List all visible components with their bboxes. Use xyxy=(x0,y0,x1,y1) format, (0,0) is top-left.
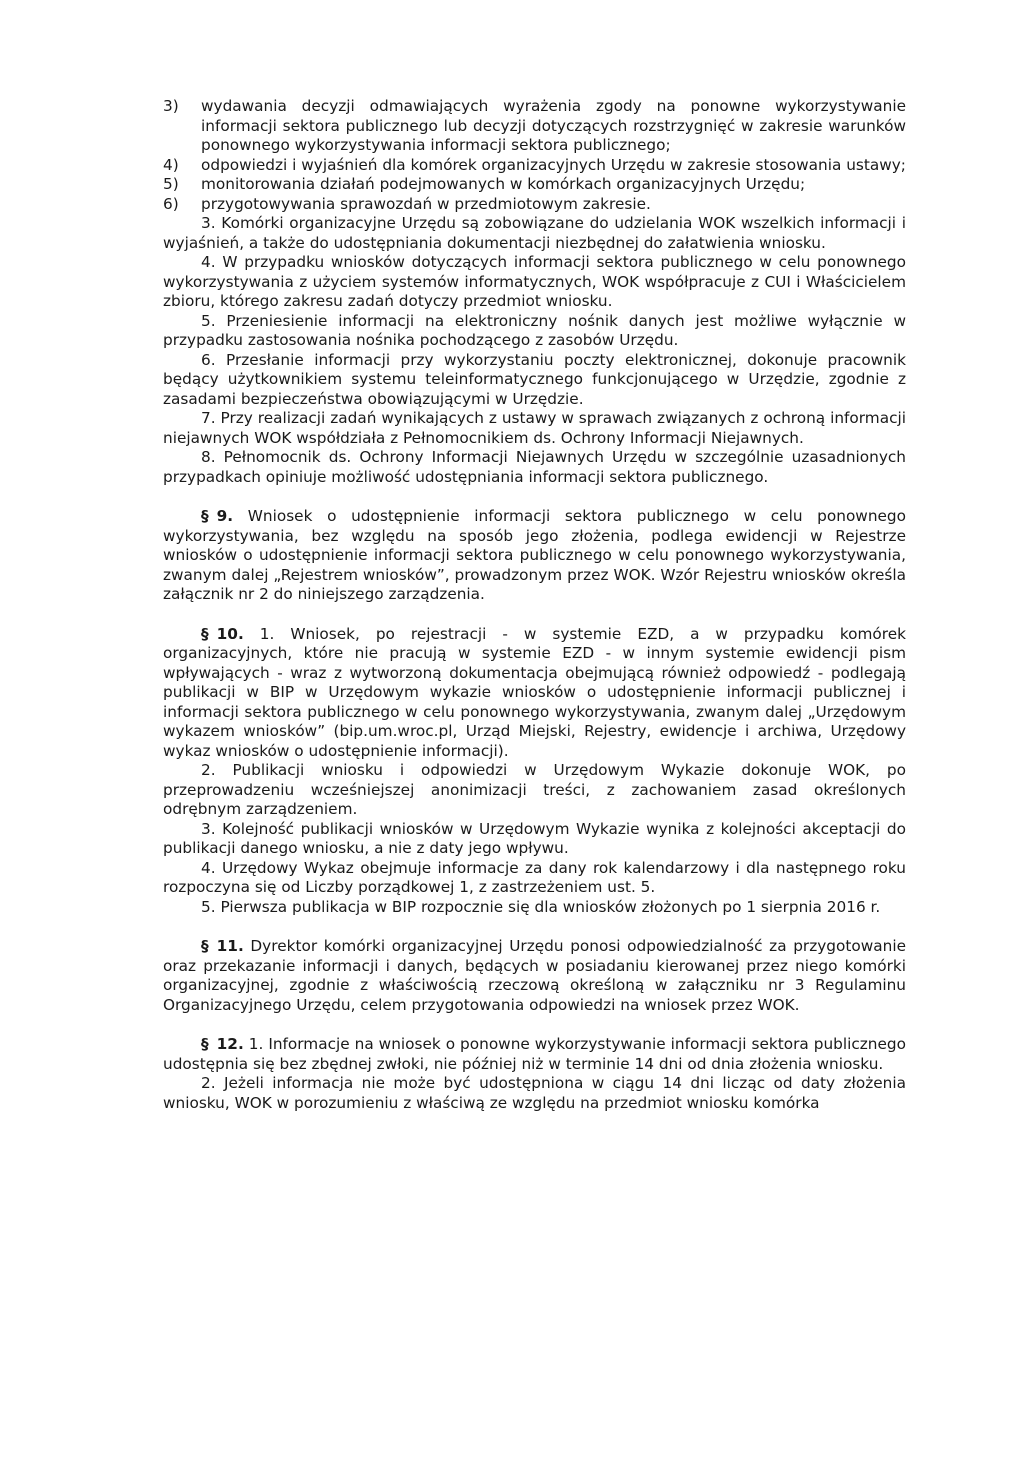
section-symbol: § xyxy=(201,937,209,955)
paragraph: 8. Pełnomocnik ds. Ochrony Informacji Niejawnych Urzędu w szczególnie uzasadnionych przypadkach opiniuje możliwość udostępniania informacji sektora publicznego. xyxy=(163,448,906,486)
section-12 xyxy=(163,1035,906,1074)
list-number: 3) xyxy=(163,97,179,115)
list-item xyxy=(163,156,906,176)
paragraph: 3. Komórki organizacyjne Urzędu są zobowiązane do udzielania WOK wszelkich informacji i wyjaśnień, a także do udostępniania dokumentacji niezbędnej do załatwienia wniosku. xyxy=(163,214,906,252)
section-10 xyxy=(163,625,906,762)
paragraph: 5. Przeniesienie informacji na elektroniczny nośnik danych jest możliwe wyłącznie w przypadku zastosowania nośnika pochodzącego z zasobów Urzędu. xyxy=(163,311,906,349)
section-gap xyxy=(163,917,906,937)
section-symbol: § xyxy=(201,1035,209,1053)
section-symbol: § xyxy=(201,507,209,525)
paragraph: 4. W przypadku wniosków dotyczących informacji sektora publicznego w celu ponownego wykorzystywania z użyciem systemów informatycznych, WOK współpracuje z CUI i Właścicielem zbioru, którego zakresu zadań dotyczy przedmiot wniosku. xyxy=(163,253,906,310)
list-number: 5) xyxy=(163,175,179,193)
paragraph: 3. Kolejność publikacji wniosków w Urzędowym Wykazie wynika z kolejności akceptacji do publikacji danego wniosku, a nie z daty jego wpływu. xyxy=(163,819,906,857)
section-gap xyxy=(163,1015,906,1035)
list-text: wydawania decyzji odmawiających wyrażenia zgody na ponowne wykorzystywanie informacji sektora publicznego lub decyzji dotyczących rozstrzygnięć w zakresie warunków ponownego wykorzystywania informacji sektora publicznego; xyxy=(201,97,906,154)
list-number: 4) xyxy=(163,155,179,174)
list-text: monitorowania działań podejmowanych w komórkach organizacyjnych Urzędu; xyxy=(201,175,806,193)
list-item xyxy=(163,97,906,156)
section-number: 11. xyxy=(216,937,244,955)
list-text: przygotowywania sprawozdań w przedmiotowym zakresie. xyxy=(201,194,651,213)
list-item xyxy=(163,175,906,195)
list-item xyxy=(163,195,906,215)
section-text: Dyrektor komórki organizacyjnej Urzędu ponosi odpowiedzialność za przygotowanie oraz przekazanie informacji i danych, będących w posiadaniu kierowanej przez niego komórki organizacyjnej, zgodnie z właściwością rzeczową określoną w załączniku nr 3 Regulaminu Organizacyjnego Urzędu, celem przygotowania odpowiedzi na wniosek przez WOK. xyxy=(163,937,906,1014)
paragraph: 2. Jeżeli informacja nie może być udostępniona w ciągu 14 dni licząc od daty złożenia wniosku, WOK w porozumieniu z właściwą ze względu na przedmiot wniosku komórka xyxy=(163,1074,906,1112)
list-text: odpowiedzi i wyjaśnień dla komórek organizacyjnych Urzędu w zakresie stosowania ustawy; xyxy=(201,155,906,174)
section-9 xyxy=(163,507,906,605)
paragraph: 6. Przesłanie informacji przy wykorzystaniu poczty elektronicznej, dokonuje pracownik będący użytkownikiem systemu teleinformatycznego funkcjonującego w Urzędzie, zgodnie z zasadami bezpieczeństwa obowiązującymi w Urzędzie. xyxy=(163,350,906,408)
paragraph: 2. Publikacji wniosku i odpowiedzi w Urzędowym Wykazie dokonuje WOK, po przeprowadzeniu wcześniejszej anonimizacji treści, z zachowaniem zasad określonych odrębnym zarządzeniem. xyxy=(163,761,906,818)
document-page xyxy=(163,97,906,1113)
section-11 xyxy=(163,937,906,1015)
list-number: 6) xyxy=(163,194,179,213)
section-gap xyxy=(163,487,906,507)
section-gap xyxy=(163,605,906,625)
paragraph: 4. Urzędowy Wykaz obejmuje informacje za dany rok kalendarzowy i dla następnego roku rozpoczyna się od Liczby porządkowej 1, z zastrzeżeniem ust. 5. xyxy=(163,858,906,896)
section-symbol: § xyxy=(201,624,209,643)
paragraph: 5. Pierwsza publikacja w BIP rozpocznie się dla wniosków złożonych po 1 sierpnia 2016 r. xyxy=(201,897,881,916)
section-number: 10. xyxy=(216,624,244,643)
section-number: 12. xyxy=(216,1035,244,1053)
paragraph: 7. Przy realizacji zadań wynikających z ustawy w sprawach związanych z ochroną informacji niejawnych WOK współdziała z Pełnomocnikiem ds. Ochrony Informacji Niejawnych. xyxy=(163,409,906,447)
section-text: 1. Informacje na wniosek o ponowne wykorzystywanie informacji sektora publicznego udostępnia się bez zbędnej zwłoki, nie później niż w terminie 14 dni od dnia złożenia wniosku. xyxy=(163,1035,906,1073)
section-number: 9. xyxy=(216,507,234,525)
section-text: Wniosek o udostępnienie informacji sektora publicznego w celu ponownego wykorzystywania, bez względu na sposób jego złożenia, podlega ewidencji w Rejestrze wniosków o udostępnienie informacji sektora publicznego w celu ponownego wykorzystywania, zwanym dalej „Rejestrem wniosków”, prowadzonym przez WOK. Wzór Rejestru wniosków określa załącznik nr 2 do niniejszego zarządzenia. xyxy=(163,507,906,603)
section-text: 1. Wniosek, po rejestracji - w systemie EZD, a w przypadku komórek organizacyjnych, które nie pracują w systemie EZD - w innym systemie ewidencji pism wpływających - wraz z wytworzoną dokumentacja obejmującą również odpowiedź - podlegają publikacji w BIP w Urzędowym wykazie wniosków o udostępnienie informacji publicznej i informacji sektora publicznego w celu ponownego wykorzystywania, zwanym dalej „Urzędowym wykazem wniosków” (bip.um.wroc.pl, Urząd Miejski, Rejestry, ewidencje i archiwa, Urzędowy wykaz wniosków o udostępnienie informacji). xyxy=(163,624,906,760)
